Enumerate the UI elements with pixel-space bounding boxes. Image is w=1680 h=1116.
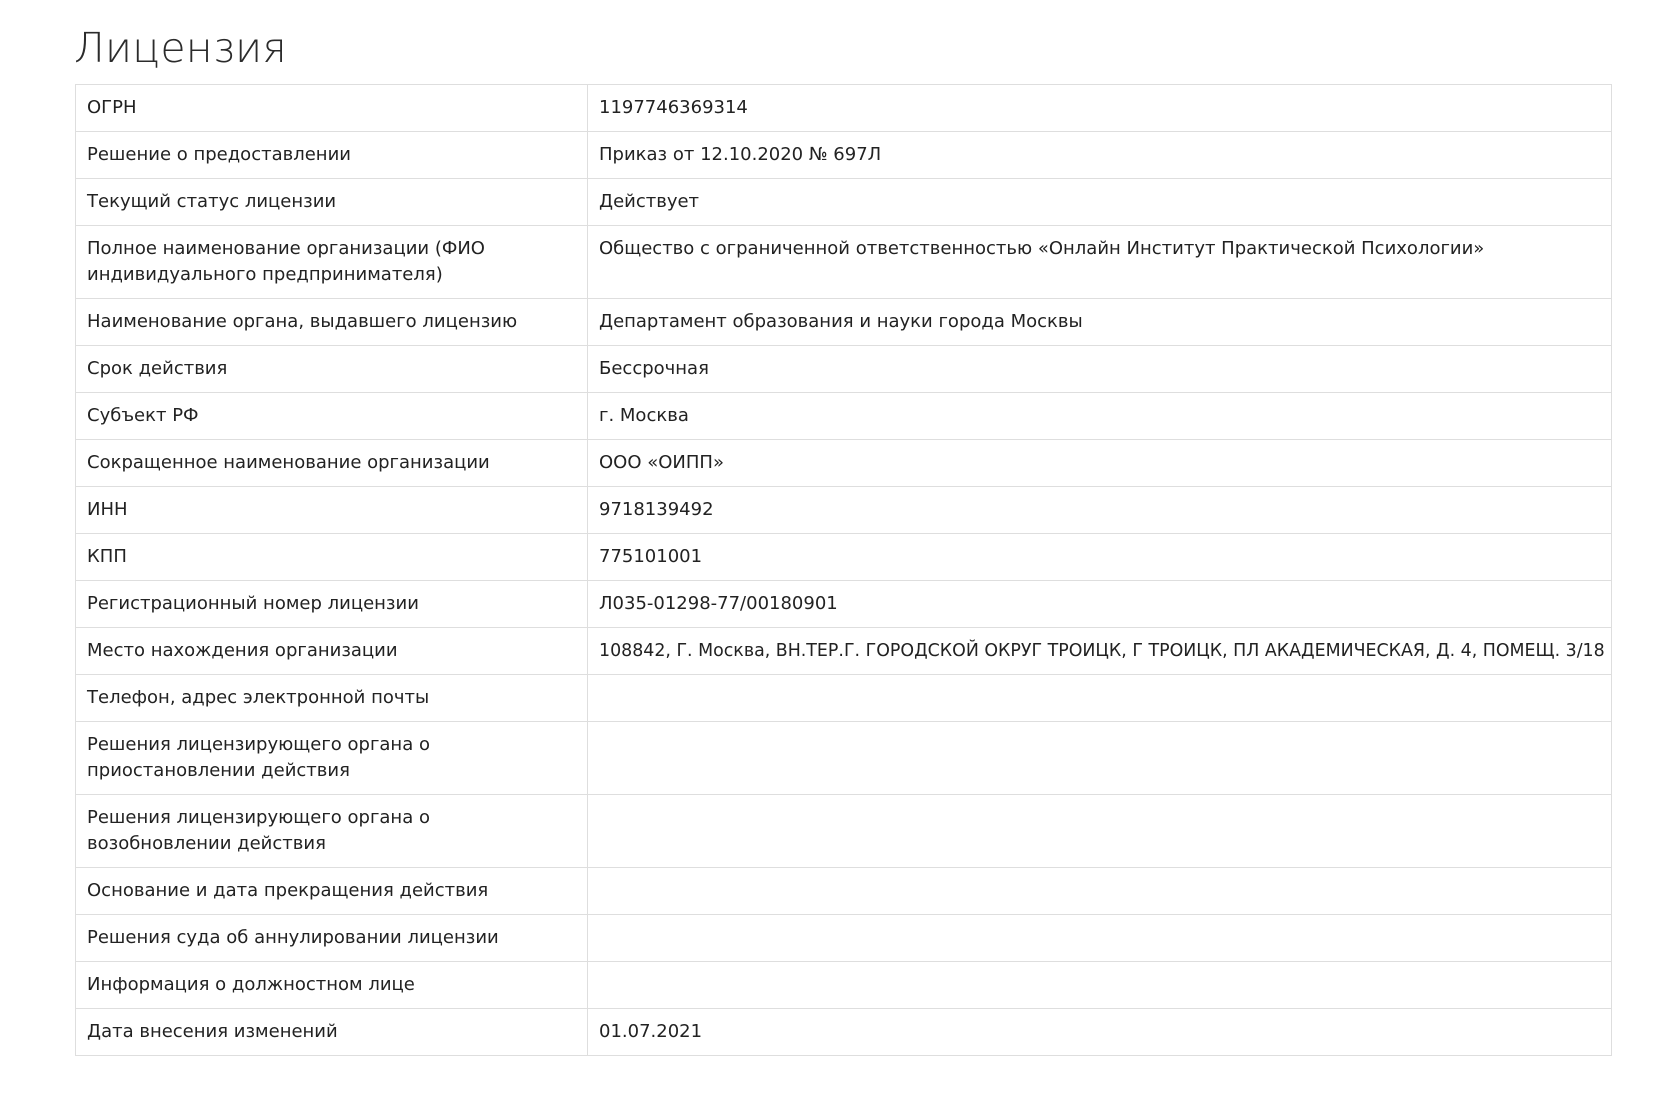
table-row-modification-date (76, 1009, 1612, 1056)
row-label: Субъект РФ (76, 393, 588, 440)
table-row-inn (76, 487, 1612, 534)
row-value: Действует (588, 179, 1612, 226)
table-row-issuing-authority (76, 299, 1612, 346)
table-row-region (76, 393, 1612, 440)
table-row-full-name (76, 226, 1612, 299)
row-label: Основание и дата прекращения действия (76, 868, 588, 915)
row-value: Бессрочная (588, 346, 1612, 393)
row-label: Место нахождения организации (76, 628, 588, 675)
table-row-status (76, 179, 1612, 226)
row-label: Информация о должностном лице (76, 962, 588, 1009)
row-label: Решения суда об аннулировании лицензии (76, 915, 588, 962)
row-value (588, 795, 1612, 868)
row-value: Л035-01298-77/00180901 (588, 581, 1612, 628)
license-info-table (75, 84, 1612, 1056)
table-row-suspension (76, 722, 1612, 795)
row-label: Регистрационный номер лицензии (76, 581, 588, 628)
row-value: Департамент образования и науки города Москвы (588, 299, 1612, 346)
row-label: Текущий статус лицензии (76, 179, 588, 226)
row-label: Дата внесения изменений (76, 1009, 588, 1056)
table-row-termination (76, 868, 1612, 915)
row-value: 1197746369314 (588, 85, 1612, 132)
row-value (588, 915, 1612, 962)
row-value (588, 962, 1612, 1009)
row-value: г. Москва (588, 393, 1612, 440)
row-value: 9718139492 (588, 487, 1612, 534)
row-label: Решения лицензирующего органа о приостановлении действия (76, 722, 588, 795)
table-row-official (76, 962, 1612, 1009)
table-row-address (76, 628, 1612, 675)
table-row-validity (76, 346, 1612, 393)
table-row-renewal (76, 795, 1612, 868)
table-row-registration-number (76, 581, 1612, 628)
row-label: Срок действия (76, 346, 588, 393)
row-value: ООО «ОИПП» (588, 440, 1612, 487)
table-row-short-name (76, 440, 1612, 487)
row-value: 775101001 (588, 534, 1612, 581)
row-label: Решения лицензирующего органа о возобновлении действия (76, 795, 588, 868)
row-value: 108842, Г. Москва, ВН.ТЕР.Г. ГОРОДСКОЙ ОКРУГ ТРОИЦК, Г ТРОИЦК, ПЛ АКАДЕМИЧЕСКАЯ, Д. 4, ПОМЕЩ. 3/18 (588, 628, 1612, 675)
table-row-court-annulment (76, 915, 1612, 962)
row-value (588, 675, 1612, 722)
table-row-ogrn (76, 85, 1612, 132)
page-title: Лицензия (74, 24, 287, 72)
table-row-kpp (76, 534, 1612, 581)
row-label: Сокращенное наименование организации (76, 440, 588, 487)
row-label: Телефон, адрес электронной почты (76, 675, 588, 722)
row-value (588, 722, 1612, 795)
row-value (588, 868, 1612, 915)
row-label: ИНН (76, 487, 588, 534)
row-value: Приказ от 12.10.2020 № 697Л (588, 132, 1612, 179)
row-value: Общество с ограниченной ответственностью «Онлайн Институт Практической Психологии» (588, 226, 1612, 299)
table-row-decision (76, 132, 1612, 179)
row-label: КПП (76, 534, 588, 581)
table-row-contacts (76, 675, 1612, 722)
row-label: Решение о предоставлении (76, 132, 588, 179)
row-label: Наименование органа, выдавшего лицензию (76, 299, 588, 346)
row-value: 01.07.2021 (588, 1009, 1612, 1056)
row-label: Полное наименование организации (ФИО индивидуального предпринимателя) (76, 226, 588, 299)
row-label: ОГРН (76, 85, 588, 132)
